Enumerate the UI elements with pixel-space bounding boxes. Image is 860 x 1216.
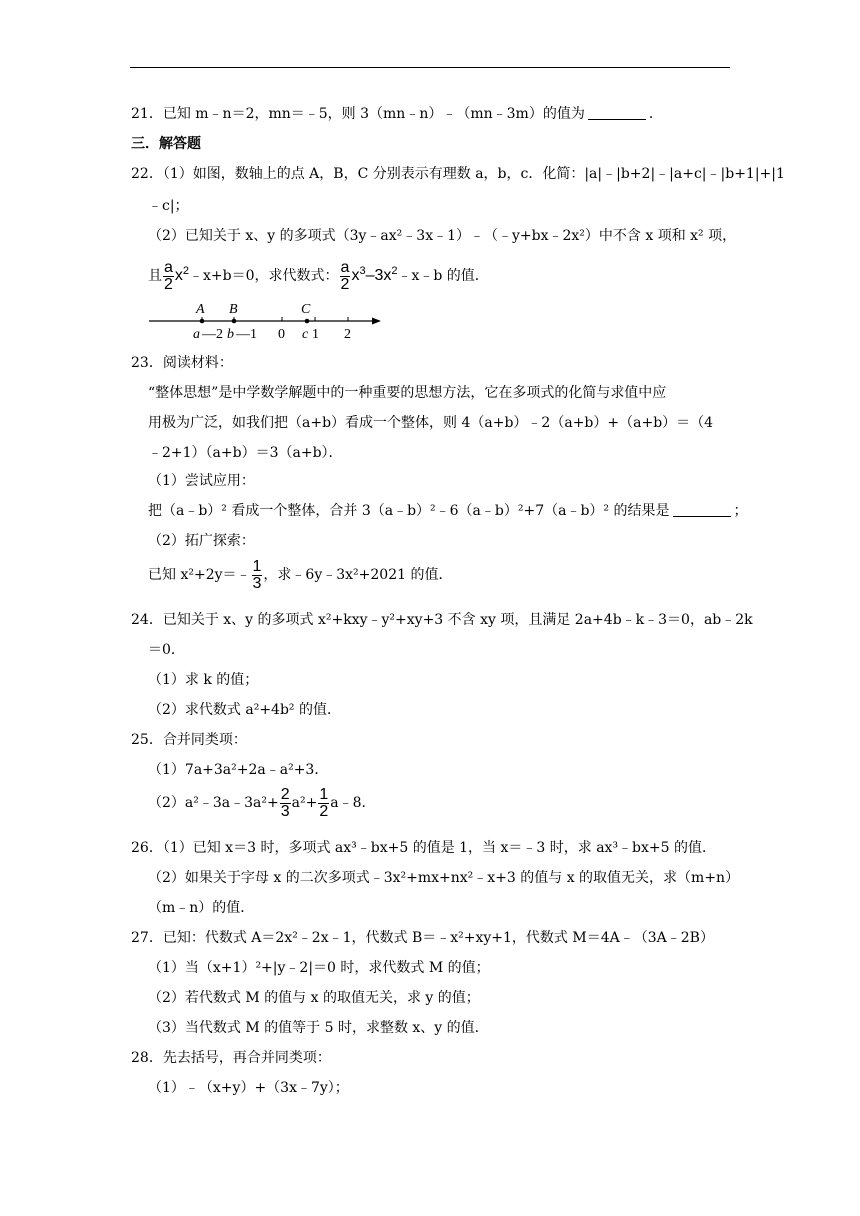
question-28-title: 先去括号，再合并同类项：	[162, 1050, 331, 1066]
question-22-line-1	[131, 164, 785, 184]
fraction-numerator: 2	[280, 785, 290, 803]
section-heading: 三．解答题	[131, 136, 201, 152]
text-fragment: （2）a²﹣3a﹣3a²+	[148, 795, 279, 811]
question-number: 24．	[131, 612, 163, 628]
question-27-sub-2: （2）若代数式 M 的值与 x 的取值无关，求 y 的值；	[148, 990, 480, 1006]
question-25-sub-1: （1）7a+3a²+2a﹣a²+3．	[148, 762, 329, 778]
question-28-head	[131, 1048, 331, 1068]
question-23-sub-2: （2）拓广探索：	[148, 533, 255, 549]
tick-label-minus-2: —2	[202, 327, 223, 342]
question-25-title: 合并同类项：	[162, 732, 247, 748]
tick-label-1: 1	[312, 327, 319, 342]
text-fragment: 把（a﹣b）² 看成一个整体，合并 3（a﹣b）²﹣6（a﹣b）²+7（a﹣b）² 的结果是	[148, 503, 670, 519]
fraction-denominator: 2	[319, 802, 329, 820]
tick-label-2: 2	[344, 327, 351, 342]
question-number: 28．	[131, 1050, 163, 1066]
fraction	[340, 260, 351, 293]
question-23-line-4	[148, 501, 748, 521]
text-fragment: ﹣x﹣b 的值．	[397, 268, 489, 284]
tick-label-0: 0	[278, 327, 285, 342]
question-23-line-2: 用极为广泛，如我们把（a+b）看成一个整体，则 4（a+b）﹣2（a+b）+（a+b）＝（4	[148, 415, 714, 431]
fraction-denominator: 2	[340, 275, 350, 293]
tick-label-minus-1: —1	[236, 327, 257, 342]
tick-label-c: c	[302, 327, 309, 342]
axis-ticks	[202, 317, 348, 321]
point-label-c: C	[301, 302, 311, 317]
question-23-line-3: ﹣2+1）（a+b）＝3（a+b）．	[148, 445, 343, 461]
text-fragment: 已知 x²+2y＝﹣	[148, 567, 251, 583]
point-c-dot	[305, 319, 310, 324]
fraction-denominator: 3	[280, 802, 290, 820]
question-23-head	[131, 353, 233, 373]
question-22-part2-line-2	[148, 258, 489, 294]
point-a-dot	[200, 319, 205, 324]
fraction	[252, 559, 263, 592]
question-number: 27．	[131, 930, 163, 946]
math-term: $x^3-3x^2$	[351, 265, 398, 284]
question-24-text: 已知关于 x、y 的多项式 x²+kxy﹣y²+xy+3 不含 xy 项，且满足 2a+4b﹣k﹣3＝0，ab﹣2k	[162, 612, 753, 628]
fraction	[280, 787, 291, 820]
question-22-part1-text: （1）如图，数轴上的点 A，B，C 分别表示有理数 a，b，c．化简：|a|﹣|b+2|﹣|a+c|﹣|b+1|+|1	[162, 166, 785, 182]
text-fragment: a²+	[291, 795, 318, 811]
text-fragment: ；	[733, 503, 748, 519]
question-27-line-1	[131, 928, 714, 948]
header-rule	[130, 67, 730, 68]
question-21	[131, 104, 663, 124]
fraction-denominator: 3	[252, 574, 262, 592]
question-24-line-2: ＝0．	[148, 642, 185, 658]
text-fragment: ，求﹣6y﹣3x²+2021 的值．	[263, 567, 453, 583]
question-21-text: 已知 m﹣n＝2，mn＝﹣5，则 3（mn﹣n）﹣（mn﹣3m）的值为	[162, 106, 585, 122]
question-24-line-1	[131, 610, 753, 630]
math-term: $x^2$	[174, 265, 190, 284]
point-b-dot	[232, 319, 237, 324]
fraction	[163, 260, 174, 293]
question-23-title: 阅读材料：	[162, 355, 233, 371]
fraction	[318, 787, 329, 820]
tick-label-a: a	[193, 327, 200, 342]
question-27-text: 已知：代数式 A＝2x²﹣2x﹣1，代数式 B＝﹣x²+xy+1，代数式 M＝4A﹣（3A﹣2B）	[162, 930, 714, 946]
tick-label-b: b	[227, 327, 234, 342]
text-fragment: a﹣8．	[330, 795, 376, 811]
question-28-sub-1: （1）﹣（x+y）+（3x﹣7y）；	[148, 1080, 349, 1096]
fraction-numerator: a	[340, 258, 350, 276]
question-26-line-3: （m﹣n）的值．	[148, 900, 255, 916]
question-number: 26．	[131, 840, 163, 856]
question-27-sub-1: （1）当（x+1）²+|y﹣2|＝0 时，求代数式 M 的值；	[148, 960, 490, 976]
text-fragment: ﹣x+b＝0，求代数式：	[189, 268, 339, 284]
fraction-numerator: a	[164, 258, 173, 276]
question-26-text: （1）已知 x＝3 时，多项式 ax³﹣bx+5 的值是 1，当 x＝﹣3 时，求 ax³﹣bx+5 的值．	[162, 840, 716, 856]
point-label-a: A	[196, 302, 205, 317]
question-27-sub-3: （3）当代数式 M 的值等于 5 时，求整数 x、y 的值．	[148, 1020, 489, 1036]
question-number: 21．	[131, 106, 163, 122]
text-fragment: 且	[148, 268, 162, 284]
question-number: 23．	[131, 355, 163, 371]
question-25-sub-2	[148, 785, 376, 821]
question-23-line-1: “整体思想”是中学数学解题中的一种重要的思想方法，它在多项式的化简与求值中应	[148, 385, 667, 401]
question-21-tail: ．	[648, 106, 663, 122]
answer-blank	[673, 504, 731, 517]
fraction-numerator: 1	[319, 785, 329, 803]
question-number: 25．	[131, 732, 163, 748]
arrow-icon	[372, 318, 381, 325]
question-25-head	[131, 730, 247, 750]
question-22-part2-line-1: （2）已知关于 x、y 的多项式（3y﹣ax²﹣3x﹣1）﹣（﹣y+bx﹣2x²）中不含 x 项和 x² 项，	[148, 228, 737, 244]
question-23-line-5	[148, 557, 452, 593]
number-line-figure	[145, 298, 385, 344]
question-26-line-2: （2）如果关于字母 x 的二次多项式﹣3x²+mx+nx²﹣x+3 的值与 x 的取值无关，求（m+n）	[148, 870, 740, 886]
fraction-denominator: 2	[164, 275, 173, 293]
answer-blank	[588, 107, 646, 120]
question-26-line-1	[131, 838, 716, 858]
point-label-b: B	[229, 302, 238, 317]
question-23-sub-1: （1）尝试应用：	[148, 473, 255, 489]
question-24-sub-2: （2）求代数式 a²+4b² 的值．	[148, 702, 341, 718]
question-24-sub-1: （1）求 k 的值；	[148, 672, 259, 688]
question-22-line-2: ﹣c|；	[148, 198, 189, 214]
fraction-numerator: 1	[252, 557, 262, 575]
question-number: 22．	[131, 166, 163, 182]
